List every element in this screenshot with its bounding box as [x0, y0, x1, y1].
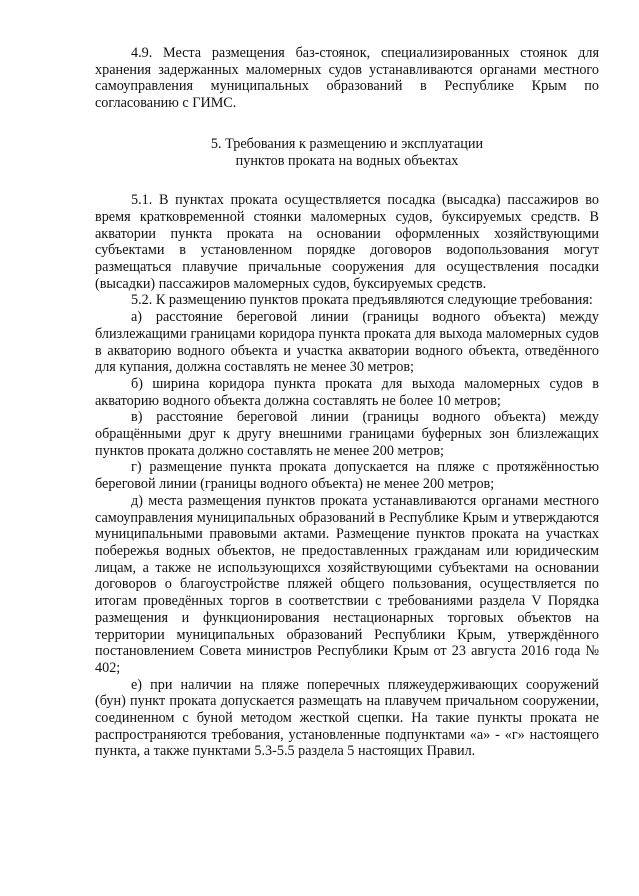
document-page [95, 45, 599, 760]
item-a: а) расстояние береговой линии (границы водного объекта) между близлежащими границами коридора пункта проката для выхода маломерных судов в акваторию водного объекта и участка акватории водного объекта, отведённого для купания, должна составлять не менее 30 метров; [95, 309, 599, 376]
section-5-heading [95, 136, 599, 169]
item-e: е) при наличии на пляже поперечных пляжеудерживающих сооружений (бун) пункт проката допускается размещать на плавучем причальном сооружении, соединенном с буной методом жесткой сцепки. На такие пункты проката не распространяются требования, установленные подпунктами «а» - «г» настоящего пункта, а также пунктами 5.3-5.5 раздела 5 настоящих Правил. [95, 676, 599, 760]
section-5-heading-line-2: пунктов проката на водных объектах [235, 152, 459, 169]
paragraph-5-2: 5.2. К размещению пунктов проката предъявляются следующие требования: [131, 292, 593, 309]
item-v: в) расстояние береговой линии (границы водного объекта) между обращёнными друг к другу внешними границами буферных зон близлежащих пунктов проката должно составлять не менее 200 метров; [95, 409, 599, 459]
item-d: д) места размещения пунктов проката устанавливаются органами местного самоуправления муниципальных образований в Республике Крым и утверждаются муниципальными правовыми актами. Размещение пунктов проката на участках побережья водных объектов, не предоставленных гражданам или юридическим лицам, а также не использующихся хозяйствующими субъектами на основании договоров о благоустройстве пляжей общего пользования, осуществляется по итогам проведённых торгов в соответствии с требованиями раздела V Порядка размещения и функционирования нестационарных торговых объектов на территории муниципальных образований Республики Крым, утверждённого постановлением Совета министров Республики Крым от 23 августа 2016 года № 402; [95, 492, 599, 676]
item-b: б) ширина коридора пункта проката для выхода маломерных судов в акваторию водного объекта должна составлять не более 10 метров; [95, 375, 599, 409]
section-5-heading-line-1: 5. Требования к размещению и эксплуатации [210, 135, 484, 152]
item-g: г) размещение пункта проката допускается на пляже с протяжённостью береговой линии (границы водного объекта) не менее 200 метров; [95, 459, 599, 493]
paragraph-5-1: 5.1. В пунктах проката осуществляется посадка (высадка) пассажиров во время кратковременной стоянки маломерных судов, буксируемых средств. В акватории пункта проката на основании оформленных хозяйствующими субъектами в установленном порядке договоров водопользования могут размещаться плавучие причальные сооружения для осуществления посадки (высадки) пассажиров маломерных судов, буксируемых средств. [95, 192, 599, 292]
paragraph-4-9: 4.9. Места размещения баз-стоянок, специализированных стоянок для хранения задержанных маломерных судов устанавливаются органами местного самоуправления муниципальных образований в Республике Крым по согласованию с ГИМС. [95, 45, 599, 112]
